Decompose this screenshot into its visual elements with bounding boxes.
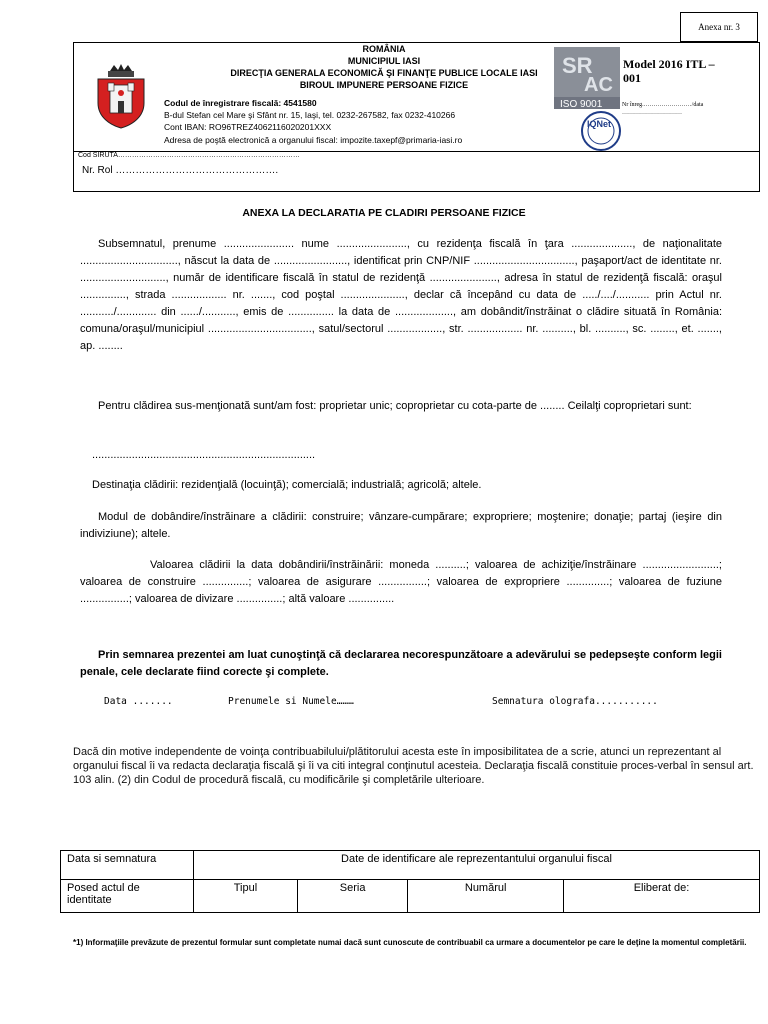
fiscal-code: Codul de înregistrare fiscală: 4541580 [164, 98, 317, 108]
registration-number-field[interactable]: Nr înreg.……………………/data ………………………… [622, 102, 704, 116]
coowners-field[interactable]: ......................................................................... [92, 449, 316, 461]
document-title: ANEXA LA DECLARATIA PE CLADIRI PERSOANE FIZICE [242, 207, 526, 219]
certification-logos [554, 47, 629, 151]
id-type-cell[interactable]: Tipul [194, 880, 298, 913]
svg-text:IQNet: IQNet [587, 119, 612, 129]
direction-name: DIRECŢIA GENERALA ECONOMICĂ ŞI FINANŢE PUBLICE LOCALE IASI [230, 68, 538, 78]
id-series-cell[interactable]: Seria [297, 880, 407, 913]
date-field[interactable]: Data ....... [104, 696, 173, 707]
iban-account: Cont IBAN: RO96TREZ4062116020201XXX [164, 122, 332, 133]
id-issuer-cell[interactable]: Eliberat de: [564, 880, 760, 913]
id-number-cell[interactable]: Numărul [408, 880, 564, 913]
handwritten-signature-field[interactable]: Semnatura olografa........... [492, 696, 658, 707]
svg-text:AC: AC [584, 74, 613, 96]
declarant-identification-paragraph[interactable]: Subsemnatul, prenume ....................... nume ......................., cu rezidenţa fiscală în ţara ...................., de naţionalitate ................................, născut la data de ........................, identificat prin CNP/NIF ................................., paşaport/act de identitate nr. ............................, număr de identificare fiscală în statul de rezidenţă ......................, adresa în statul de rezidenţă fiscală: oraşul ..............., strada .................. nr. ......., cod poştal ....................., declar că începând cu data de ...../..../........... prin Actul nr. .........../............. din ....../..........., emis de ............... la data de ..................., am dobândit/înstrăinat o clădire situată în România: comuna/oraşul/municipiul .................................., satul/sectorul .................., str. .................. nr. .........., bl. .........., sc. ........, et. ......., ap. ........ [80, 238, 722, 352]
svg-text:SR: SR [562, 53, 593, 78]
building-destination-paragraph[interactable]: Destinaţia clădirii: rezidenţială (locuinţă); comercială; industrială; agricolă; altele. [92, 479, 482, 491]
municipality-name: MUNICIPIUL IASI [347, 56, 421, 66]
date-signature-cell[interactable]: Data si semnatura [61, 851, 194, 880]
role-number-field[interactable]: Nr. Rol …………………………………………. [82, 165, 279, 176]
country-name: ROMÂNIA [362, 44, 406, 54]
id-document-cell: Posed actul de identitate [61, 880, 194, 913]
ownership-paragraph[interactable]: Pentru clădirea sus-menţionată sunt/am fost: proprietar unic; coproprietar cu cota-parte de ........ Ceilalţi coproprietari sunt: [98, 400, 692, 412]
legal-statement-paragraph: Prin semnarea prezentei am luat cunoştinţă că declararea necorespunzătoare a adevărului se pedepseşte conform legii penale, cele declarate fiind corecte şi complete. [80, 649, 722, 678]
table-row [61, 851, 760, 880]
form-header [73, 42, 760, 192]
email-address: Adresa de poştă electronică a organului fiscal: impozite.taxepf@primaria-iasi.ro [164, 134, 463, 145]
siruta-code-field[interactable]: Cod SIRUTA…………………………………………………………………… [78, 152, 300, 159]
header-titles [164, 43, 604, 91]
acquisition-mode-paragraph[interactable]: Modul de dobândire/înstrăinare a clădirii: construire; vânzare-cumpărare; expropriere; moştenire; donaţie; partaj (ieşire din indiviziune); altele. [80, 511, 722, 540]
table-row [61, 880, 760, 913]
representative-header-cell: Date de identificare ale reprezentantului organului fiscal [194, 851, 760, 880]
office-name: BIROUL IMPUNERE PERSOANE FIZICE [299, 80, 469, 90]
svg-text:ISO 9001: ISO 9001 [560, 99, 603, 110]
full-name-field[interactable]: Prenumele si Numele……… [228, 696, 354, 707]
representative-table [60, 850, 760, 913]
representative-note: Dacă din motive independente de voinţa contribuabilului/plătitorului acesta este în imposibilitatea de a scrie, atunci un reprezentant al organului fiscal îi va redacta declaraţia fiscală şi îi va citi integral conţinutul acesteia. Declaraţia fiscală constituie proces-verbal în sensul art. 103 alin. (2) din Codul de procedură fiscală, cu modificările şi completările ulterioare. [73, 746, 754, 786]
building-value-paragraph[interactable]: Valoarea clădirii la data dobândirii/înstrăinării: moneda ..........; valoarea de achiziţie/înstrăinare .........................; valoarea de construire ...............; valoarea de asigurare ................; valoarea de expropriere ..............; valoarea de fuziune ................; valoarea de divizare ...............; altă valoare ............... [80, 559, 722, 605]
form-model-number: Model 2016 ITL – 001 [623, 57, 715, 85]
footnote: *1) Informaţiile prevăzute de prezentul formular sunt completate numai dacă sunt cunoscute de contribuabil ca urmare a documentelor pe care le deţine la momentul completării. [73, 938, 747, 947]
coat-of-arms-icon [92, 63, 150, 129]
anexa-label: Anexa nr. 3 [680, 12, 758, 42]
office-address: B-dul Stefan cel Mare şi Sfânt nr. 15, Iaşi, tel. 0232-267582, fax 0232-410266 [164, 110, 456, 121]
